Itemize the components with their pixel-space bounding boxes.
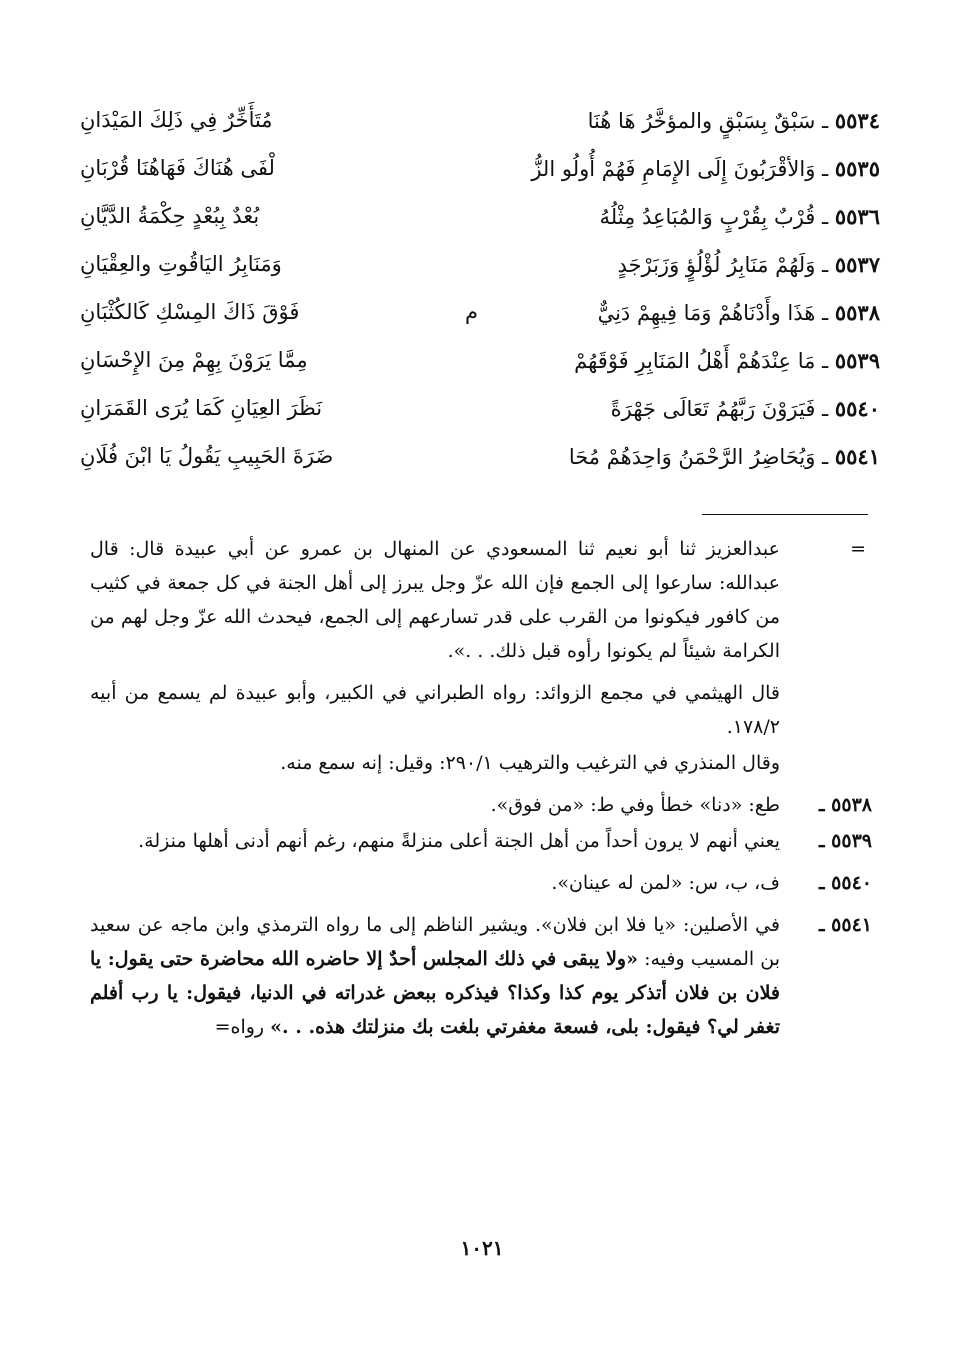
first-hemistich (488, 156, 880, 181)
continuation-mark: = (850, 538, 866, 560)
verse-5540 (80, 392, 880, 440)
second-hemistich: بُعْدٌ بِبُعْدٍ حِكْمَةُ الدَّيَّانِ (80, 204, 260, 228)
footnote-haythami (90, 676, 872, 744)
second-hemistich: نَظَرَ العِيَانِ كَمَا يُرَى القَمَرَانِ (80, 396, 323, 420)
footnote-ref: ٥٥٤٠ ـ (818, 872, 872, 894)
verse-5539 (80, 344, 880, 392)
hadith-quote: «ولا يبقى في ذلك المجلس أحدٌ إلا حاضره الله محاضرة حتى يقول: يا فلان بن فلان أتذكر يوم كذا وكذا؟ فيذكره ببعض غدراته في الدنيا، فيقول: يا رب أفلم تغفر لي؟ فيقول: بلى، فسعة مغفرتي بلغت بك منزلتك هذه. . .» (90, 948, 780, 1038)
second-hemistich: مِمَّا يَرَوْنَ بِهِمْ مِنَ الإِحْسَانِ (80, 348, 308, 372)
verse-number: ٥٥٤١ (834, 444, 880, 469)
split-word-mark: م (464, 300, 478, 324)
footnote-text: قال الهيثمي في مجمع الزوائد: رواه الطبراني في الكبير، وأبو عبيدة لم يسمع من أبيه ١٧٨/٢. (90, 682, 780, 738)
page-number: ١٠٢١ (460, 1236, 504, 1260)
poem-block (80, 104, 880, 488)
verse-5536 (80, 200, 880, 248)
verse-5535 (80, 152, 880, 200)
verse-5541 (80, 440, 880, 488)
verse-5538 (80, 296, 880, 344)
first-hemistich-text: ـ قُرْبٌ بِقُرْبٍ وَالمُبَاعِدُ مِثْلُهُ (599, 205, 829, 229)
first-hemistich (488, 300, 880, 325)
footnote-5541 (90, 908, 872, 1044)
footnote-5540 (90, 866, 872, 900)
footnote-text-end: رواه= (214, 1016, 271, 1038)
footnote-text: طع: «دنا» خطأ وفي ط: «من فوق». (490, 794, 780, 816)
footnote-text: وقال المنذري في الترغيب والترهيب ٢٩٠/١: وقيل: إنه سمع منه. (280, 752, 780, 774)
footnote-mundhiri (90, 746, 872, 780)
first-hemistich-text: ـ فَيَرَوْنَ رَبَّهُمُ تَعَالَى جَهْرَةً (610, 397, 829, 421)
verse-number: ٥٥٤٠ (834, 396, 880, 421)
first-hemistich (488, 444, 880, 469)
footnote-ref: ٥٥٤١ ـ (818, 914, 872, 936)
second-hemistich: مُتَأَخِّرٌ فِي ذَلِكَ المَيْدَانِ (80, 108, 273, 132)
verse-5537 (80, 248, 880, 296)
first-hemistich (488, 348, 880, 373)
first-hemistich-text: ـ وَيُحَاضِرُ الرَّحْمَنُ وَاحِدَهُمْ مُحَا (568, 445, 829, 469)
first-hemistich (488, 204, 880, 229)
verse-number: ٥٥٣٦ (834, 204, 880, 229)
verse-number: ٥٥٣٩ (834, 348, 880, 373)
first-hemistich-text: ـ سَبْقٌ بِسَبْقٍ والمؤخَّرُ هَا هُنَا (587, 109, 829, 133)
footnote-ref: ٥٥٣٨ ـ (818, 794, 872, 816)
footnote-separator (702, 514, 868, 515)
footnote-5538 (90, 788, 872, 822)
footnotes (90, 532, 872, 1052)
footnote-text: عبدالعزيز ثنا أبو نعيم ثنا المسعودي عن المنهال بن عمرو عن أبي عبيدة قال: قال عبدالله: سارعوا إلى الجمع فإن الله عزّ وجل يبرز إلى أهل الجنة في كل جمعة في كثيب من كافور فيكونوا من القرب على قدر تسارعهم إلى الجمع، فيحدث الله عزّ وجل لهم من الكرامة شيئاً لم يكونوا رأوه قبل ذلك. . .». (90, 538, 780, 662)
verse-number: ٥٥٣٨ (834, 300, 880, 325)
second-hemistich: فَوْقَ ذَاكَ المِسْكِ كَالكُثْبَانِ (80, 300, 300, 324)
second-hemistich: لْفَى هُنَاكَ فَهَاهُنَا قُرْبَانِ (80, 156, 275, 180)
verse-5534 (80, 104, 880, 152)
first-hemistich (488, 108, 880, 133)
first-hemistich-text: ـ هَذَا وأَدْنَاهُمْ وَمَا فِيهِمْ دَنِيٌّ (597, 301, 829, 325)
verse-number: ٥٥٣٤ (834, 108, 880, 133)
footnote-5539 (90, 824, 872, 858)
first-hemistich-text: ـ مَا عِنْدَهُمْ أَهْلُ المَنَابِرِ فَوْقَهُمْ (574, 349, 829, 373)
footnote-text: في الأصلين: «يا فلا ابن فلان». ويشير الناظم إلى ما رواه الترمذي وابن ماجه عن سعيد بن المسيب وفيه: (90, 914, 781, 970)
first-hemistich (488, 396, 880, 421)
footnote-text: ف، ب، س: «لمن له عينان». (551, 872, 780, 894)
footnote-text: يعني أنهم لا يرون أحداً من أهل الجنة أعلى منزلةً منهم، رغم أنهم أدنى أهلها منزلة. (138, 830, 780, 852)
first-hemistich (488, 252, 880, 277)
first-hemistich-text: ـ وَالأقْرَبُونَ إِلَى الإِمَامِ فَهُمْ أُولُو الزُّ (531, 157, 829, 181)
verse-number: ٥٥٣٧ (834, 252, 880, 277)
second-hemistich: ضَرَةَ الحَبِيبِ يَقُولُ يَا ابْنَ فُلَانِ (80, 444, 334, 468)
footnote-continuation (90, 532, 872, 668)
verse-number: ٥٥٣٥ (834, 156, 880, 181)
second-hemistich: وَمَنَابِرُ اليَاقُوتِ والعِقْيَانِ (80, 252, 282, 276)
first-hemistich-text: ـ وَلَهُمْ مَنَابِرُ لُؤْلُؤٍ وَزَبَرْجَدٍ (617, 253, 829, 277)
footnote-ref: ٥٥٣٩ ـ (818, 830, 872, 852)
